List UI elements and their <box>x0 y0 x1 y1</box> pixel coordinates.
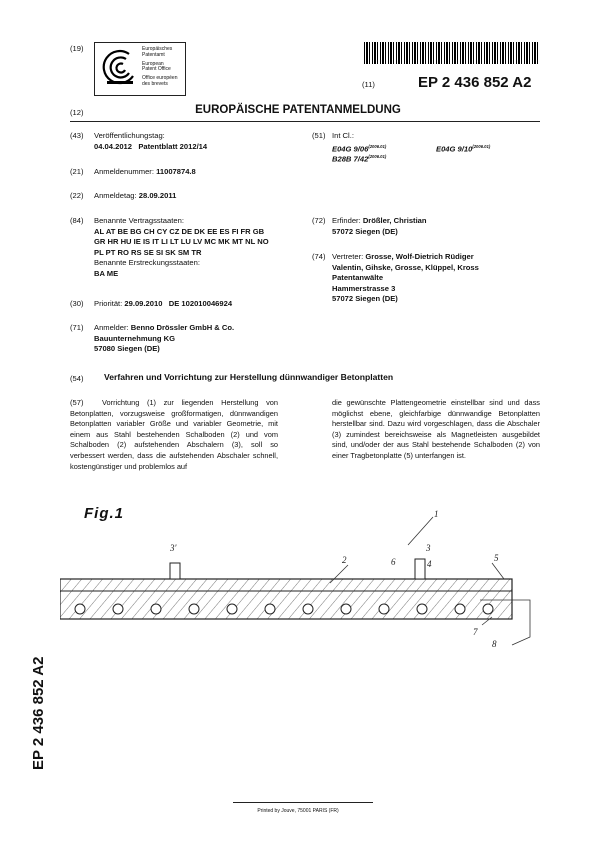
states-line: PL PT RO RS SE SI SK SM TR <box>94 247 202 257</box>
representative-line: 57072 Siegen (DE) <box>332 294 398 304</box>
side-publication-number: EP 2 436 852 A2 <box>30 656 47 770</box>
ref-label-2: 2 <box>342 555 347 565</box>
int-cl-block <box>332 131 542 165</box>
publication-date: 04.04.2012 Patentblatt 2012/14 <box>94 141 208 151</box>
inid-11: (11) <box>362 80 375 89</box>
filing-date: 28.09.2011 <box>138 191 177 200</box>
epo-logo <box>94 42 186 96</box>
extension-states: BA ME <box>94 268 119 278</box>
publication-number: EP 2 436 852 A2 <box>418 74 532 91</box>
representative-line: Patentanwälte <box>332 273 384 283</box>
filing-date-block <box>94 191 176 202</box>
inventor-line: 57072 Siegen (DE) <box>332 226 398 236</box>
application-number: 11007874.8 <box>156 167 196 176</box>
figure-drawing <box>60 505 540 650</box>
document-kind-title: EUROPÄISCHE PATENTANMELDUNG <box>195 104 401 116</box>
inid-54: (54) <box>70 374 84 383</box>
applicant-block <box>94 323 234 355</box>
header-rule <box>70 121 540 122</box>
footer-rule <box>233 802 373 803</box>
label: Veröffentlichungstag: <box>94 131 165 140</box>
label: Int Cl.: <box>332 131 354 140</box>
priority: 29.09.2010 DE 102010046924 <box>124 299 233 308</box>
label: Anmelder: <box>94 323 129 332</box>
inid-43: (43) <box>70 131 84 140</box>
epo-emblem-icon <box>99 46 141 92</box>
abstract-col-2: die gewünschte Plattengeometrie einstellbar sind und dass möglichst ebene, gleichfarbige dünnwandige Betonplatten herstellbar sind. Dazu wird vorgeschlagen, dass die Abschaler (3) zumindest bereichsweise als Magnetleisten ausgebildet sind, und/oder der aus Stahl bestehende Schalboden (2) von einer Tragbetonplatte (5) unterfangen ist. <box>332 398 540 460</box>
inid-21: (21) <box>70 167 84 176</box>
representative-block <box>332 252 479 305</box>
ipc-class: B28B 7/42 <box>332 154 369 164</box>
inid-19: (19) <box>70 44 84 53</box>
concrete-slab <box>60 579 512 619</box>
states-line: AL AT BE BG CH CY CZ DE DK EE ES FI FR GB <box>94 226 265 236</box>
figure-title: Fig.1 <box>84 505 125 522</box>
invention-title: Verfahren und Vorrichtung zur Herstellung dünnwandiger Betonplatten <box>104 372 394 382</box>
ref-label-3-prime: 3' <box>170 543 177 553</box>
ref-label-4: 4 <box>427 559 432 569</box>
ipc-class: E04G 9/06 <box>332 144 369 154</box>
inid-71: (71) <box>70 323 84 332</box>
abstract-col-1: Vorrichtung (1) zur liegenden Herstellung von Betonplatten, vorzugsweise großformatigen, dünnwandigen Betonplatten variabler Größe und variabler Geometrie, mit einem aus Stahl bestehenden Schalboden (2) und vom Schalboden (2) aufstehenden Abschalern (3), soll so verbessert werden, dass die aufstehenden Abschaler schnell, kostengünstiger und problemlos auf <box>70 398 278 471</box>
inid-57: (57) <box>70 398 84 407</box>
ipc-version: (2006.01) <box>472 143 491 149</box>
inid-72: (72) <box>312 216 326 225</box>
label: Benannte Erstreckungsstaaten: <box>94 258 200 268</box>
label: Anmeldetag: <box>94 191 137 200</box>
ipc-class: E04G 9/10 <box>436 144 473 154</box>
printer-note: Printed by Jouve, 75001 PARIS (FR) <box>257 808 339 814</box>
applicant-line: Bauunternehmung KG <box>94 333 175 343</box>
inid-12: (12) <box>70 108 84 117</box>
ipc-version: (2006.01) <box>368 143 387 149</box>
barcode <box>364 42 540 64</box>
ipc-version: (2006.01) <box>368 154 387 160</box>
office-names: Europäisches Patentamt European Patent Office Office européen des brevets <box>142 46 178 87</box>
representative-line: Grosse, Wolf-Dietrich Rüdiger <box>365 252 474 261</box>
states-line: GR HR HU IE IS IT LI LT LU LV MC MK MT NL NO <box>94 237 269 247</box>
inventor-block <box>332 216 427 237</box>
representative-line: Valentin, Gihske, Grosse, Klüppel, Kross <box>332 262 479 272</box>
inventor-line: Drößler, Christian <box>362 216 427 225</box>
publication-date-block <box>94 131 207 152</box>
inid-30: (30) <box>70 299 84 308</box>
ref-label-1: 1 <box>434 509 439 519</box>
application-number-block <box>94 167 196 178</box>
label: Anmeldenummer: <box>94 167 154 176</box>
designated-states-block <box>94 216 269 280</box>
priority-block <box>94 299 232 310</box>
inid-22: (22) <box>70 191 84 200</box>
shuttering-rails <box>170 559 425 579</box>
ref-label-5: 5 <box>494 553 499 563</box>
label: Benannte Vertragsstaaten: <box>94 216 184 225</box>
ref-label-7: 7 <box>473 627 478 637</box>
inid-84: (84) <box>70 216 84 225</box>
inid-74: (74) <box>312 252 326 261</box>
representative-line: Hammerstrasse 3 <box>332 283 396 293</box>
label: Erfinder: <box>332 216 361 225</box>
applicant-line: Benno Drössler GmbH & Co. <box>130 323 235 332</box>
ref-label-6: 6 <box>391 557 396 567</box>
label: Priorität: <box>94 299 123 308</box>
inid-51: (51) <box>312 131 326 140</box>
ref-label-8: 8 <box>492 639 497 649</box>
ref-label-3: 3 <box>426 543 431 553</box>
label: Vertreter: <box>332 252 364 261</box>
applicant-line: 57080 Siegen (DE) <box>94 344 160 354</box>
